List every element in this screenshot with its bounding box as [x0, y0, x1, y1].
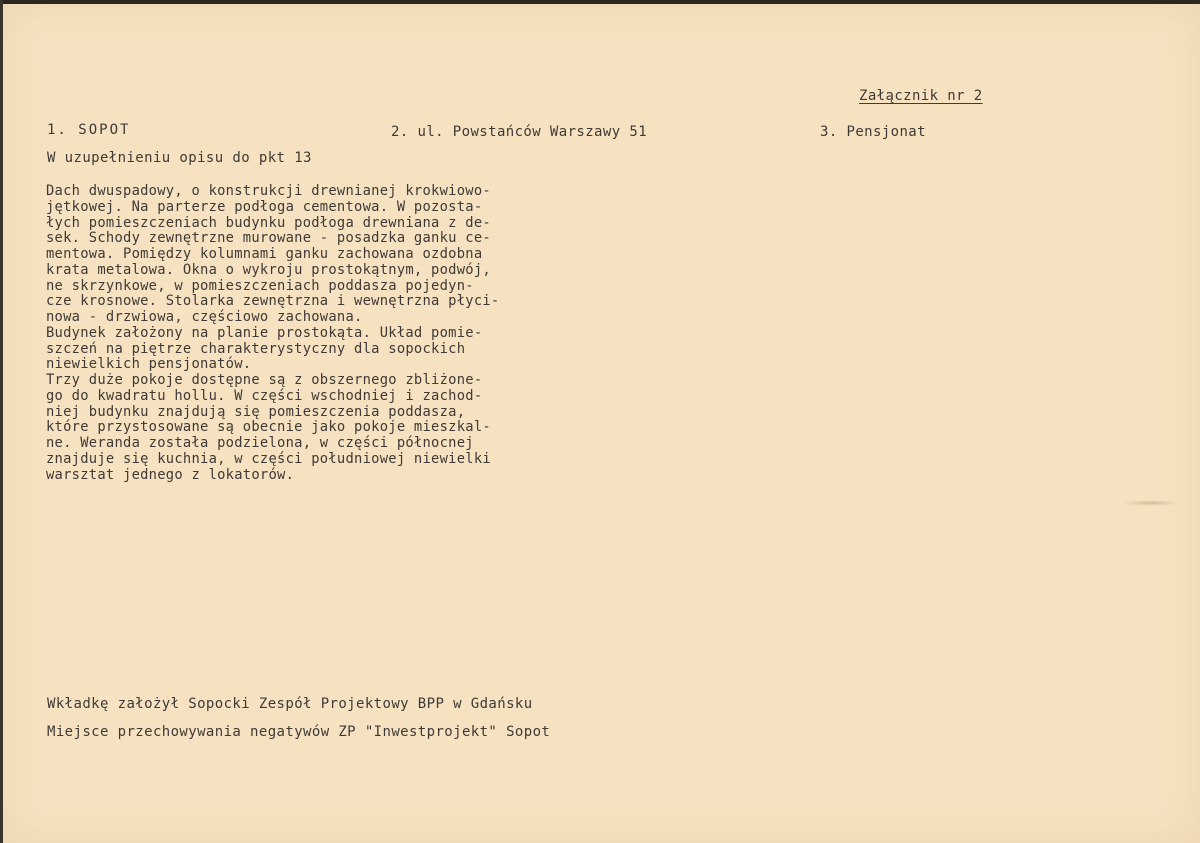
header-building-type: 3. Pensjonat	[820, 124, 926, 140]
description-line: ne skrzynkowe, w pomieszczeniach poddasza pojedyn-	[46, 277, 474, 294]
description-line: Budynek założony na planie prostokąta. Układ pomie-	[46, 324, 483, 341]
description-line: Dach dwuspadowy, o konstrukcji drewnianej krokwiowo-	[46, 183, 491, 199]
description-line: niewielkich pensjonatów.	[46, 356, 252, 373]
description-line: jętkowej. Na parterze podłoga cementowa. W pozosta-	[46, 198, 483, 215]
header-location: 1. SOPOT	[47, 122, 131, 138]
description-line: cze krosnowe. Stolarka zewnętrzna i wewnętrzna płyci-	[46, 293, 500, 310]
description-line: nowa - drzwiowa, częściowo zachowana.	[46, 309, 363, 325]
description-line: łych pomieszczeniach budynku podłoga drewniana z de-	[46, 214, 491, 231]
description-line: niej budynku znajdują się pomieszczenia poddasza,	[46, 403, 466, 420]
footer-author-line: Wkładkę założył Sopocki Zespół Projektowy BPP w Gdańsku	[47, 696, 533, 712]
description-line: mentowa. Pomiędzy kolumnami ganku zachowana ozdobna	[46, 246, 483, 262]
description-line: sek. Schody zewnętrzne murowane - posadzka ganku ce-	[46, 230, 491, 247]
document-card	[3, 4, 1200, 843]
description-line: ne. Weranda została podzielona, w części północnej	[46, 435, 474, 451]
description-line: Trzy duże pokoje dostępne są z obszernego zbliżone-	[46, 372, 483, 388]
description-line: szczeń na piętrze charakterystyczny dla sopockich	[46, 340, 466, 357]
description-line: krata metalowa. Okna o wykroju prostokątnym, podwój,	[46, 261, 491, 278]
description-line: go do kwadratu hollu. W części wschodniej i zachod-	[46, 387, 483, 404]
attachment-label: Załącznik nr 2	[859, 88, 983, 104]
description-text	[46, 184, 500, 483]
footer-archive-line: Miejsce przechowywania negatywów ZP "Inwestprojekt" Sopot	[47, 724, 551, 740]
paper-stain	[1121, 500, 1181, 506]
header-address: 2. ul. Powstańców Warszawy 51	[391, 124, 648, 140]
description-line: które przystosowane są obecnie jako pokoje mieszkal-	[46, 419, 491, 436]
description-line: warsztat jednego z lokatorów.	[46, 466, 295, 483]
description-line: znajduje się kuchnia, w części południowej niewielki	[46, 450, 491, 467]
subtitle: W uzupełnieniu opisu do pkt 13	[47, 150, 312, 166]
